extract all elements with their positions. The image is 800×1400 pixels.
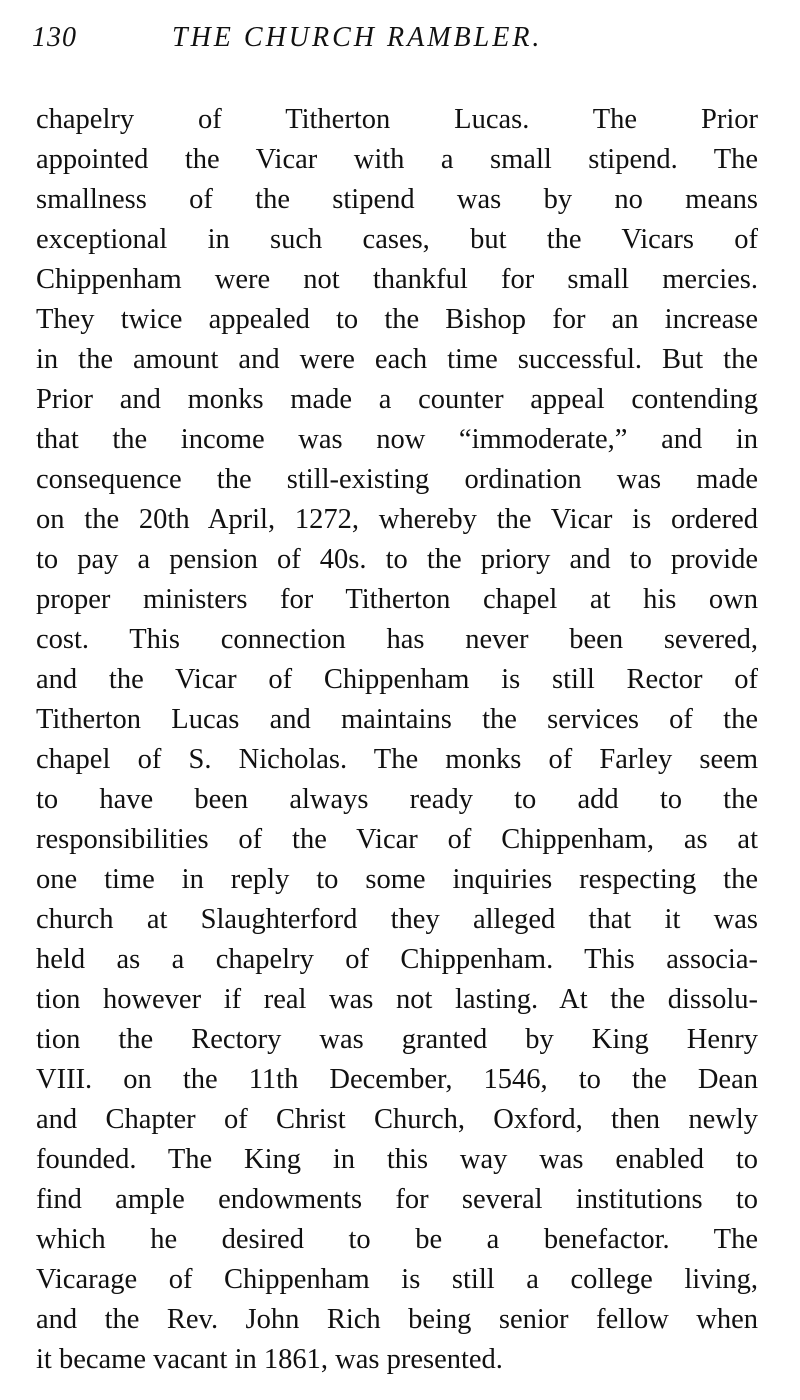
text-line: held as a chapelry of Chippenham. This associa- bbox=[36, 944, 758, 975]
text-line: tion the Rectory was granted by King Henry bbox=[36, 1024, 758, 1055]
text-line: responsibilities of the Vicar of Chippenham, as at bbox=[36, 824, 758, 855]
text-line: Titherton Lucas and maintains the services of the bbox=[36, 704, 758, 735]
text-line: that the income was now “immoderate,” and in bbox=[36, 424, 758, 455]
text-line: chapelry of Titherton Lucas. The Prior bbox=[36, 104, 758, 135]
text-line: in the amount and were each time successful. But the bbox=[36, 344, 758, 375]
text-line: cost. This connection has never been severed, bbox=[36, 624, 758, 655]
text-line: smallness of the stipend was by no means bbox=[36, 184, 758, 215]
text-line: Prior and monks made a counter appeal contending bbox=[36, 384, 758, 415]
text-line: to pay a pension of 40s. to the priory and to provide bbox=[36, 544, 758, 575]
text-line: tion however if real was not lasting. At the dissolu- bbox=[36, 984, 758, 1015]
text-line: appointed the Vicar with a small stipend. The bbox=[36, 144, 758, 175]
text-line: and the Vicar of Chippenham is still Rector of bbox=[36, 664, 758, 695]
page-header bbox=[32, 22, 772, 62]
text-line: church at Slaughterford they alleged that it was bbox=[36, 904, 758, 935]
text-line: Chippenham were not thankful for small mercies. bbox=[36, 264, 758, 295]
text-line: which he desired to be a benefactor. The bbox=[36, 1224, 758, 1255]
text-line: and Chapter of Christ Church, Oxford, then newly bbox=[36, 1104, 758, 1135]
text-line: exceptional in such cases, but the Vicars of bbox=[36, 224, 758, 255]
text-line: consequence the still-existing ordination was made bbox=[36, 464, 758, 495]
body-paragraph bbox=[36, 100, 758, 1380]
text-line: proper ministers for Titherton chapel at his own bbox=[36, 584, 758, 615]
text-line: chapel of S. Nicholas. The monks of Farley seem bbox=[36, 744, 758, 775]
text-line: They twice appealed to the Bishop for an increase bbox=[36, 304, 758, 335]
text-line: and the Rev. John Rich being senior fellow when bbox=[36, 1304, 758, 1335]
text-line: to have been always ready to add to the bbox=[36, 784, 758, 815]
running-title: THE CHURCH RAMBLER. bbox=[172, 22, 543, 53]
text-line: VIII. on the 11th December, 1546, to the Dean bbox=[36, 1064, 758, 1095]
text-line: find ample endowments for several institutions to bbox=[36, 1184, 758, 1215]
text-line: founded. The King in this way was enabled to bbox=[36, 1144, 758, 1175]
text-line: on the 20th April, 1272, whereby the Vicar is ordered bbox=[36, 504, 758, 535]
text-line: it became vacant in 1861, was presented. bbox=[36, 1344, 503, 1375]
text-line: one time in reply to some inquiries respecting the bbox=[36, 864, 758, 895]
text-line: Vicarage of Chippenham is still a college living, bbox=[36, 1264, 758, 1295]
page-number: 130 bbox=[32, 22, 77, 53]
